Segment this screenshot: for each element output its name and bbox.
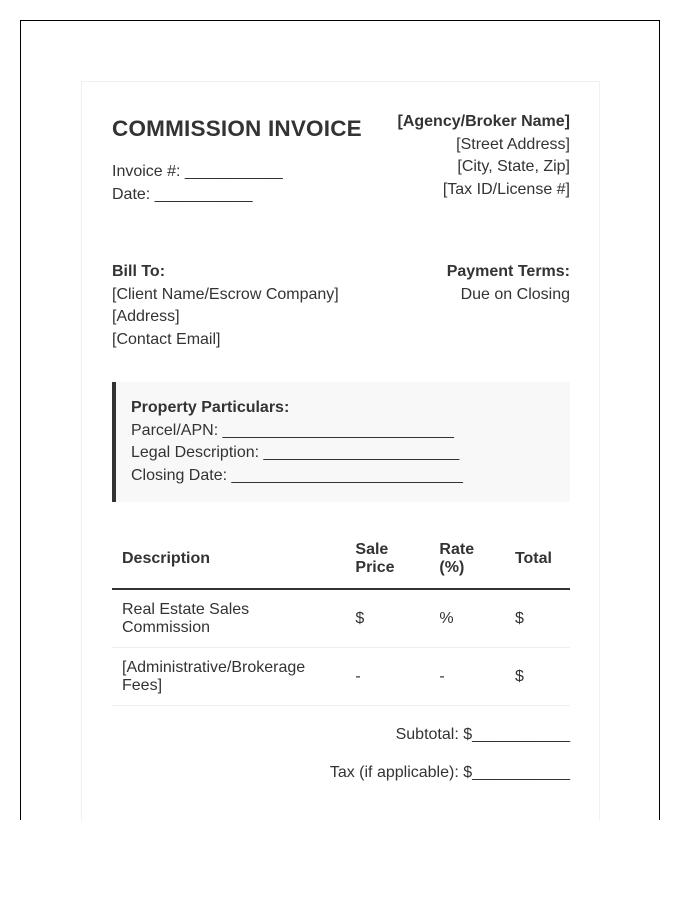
tax-line: Tax (if applicable): $___________	[329, 764, 570, 781]
agency-city: [City, State, Zip]	[457, 158, 570, 175]
header-total: Total	[505, 530, 570, 589]
header-description: Description	[112, 530, 345, 589]
agency-name: [Agency/Broker Name]	[397, 113, 570, 130]
row-total: $	[505, 589, 570, 648]
agency-street: [Street Address]	[456, 135, 570, 153]
bill-to-block	[112, 261, 339, 351]
invoice-number-line: Invoice #: ___________	[112, 163, 283, 180]
agency-block	[398, 111, 571, 201]
invoice-meta	[112, 161, 283, 206]
table-row	[112, 648, 570, 706]
header-rate: Rate (%)	[429, 530, 505, 589]
property-legal-line: Legal Description: ______________________	[131, 444, 460, 461]
subtotal-line: Subtotal: $___________	[395, 726, 570, 743]
invoice-title: COMMISSION INVOICE	[112, 116, 362, 141]
row-rate: %	[429, 589, 505, 648]
line-items-table	[112, 530, 570, 706]
bill-to-contact: [Contact Email]	[112, 330, 221, 348]
property-particulars-box	[112, 382, 570, 502]
bill-to-address: [Address]	[112, 308, 180, 325]
invoice-date-line: Date: ___________	[112, 185, 253, 203]
table-row	[112, 589, 570, 648]
payment-terms-value: Due on Closing	[460, 285, 570, 303]
row-sale-price: -	[345, 648, 429, 706]
property-parcel-line: Parcel/APN: __________________________	[131, 421, 454, 439]
payment-terms-block	[447, 261, 570, 306]
bill-to-label: Bill To:	[112, 263, 166, 280]
totals-block	[330, 724, 570, 800]
header-sale-price: Sale Price	[345, 530, 429, 589]
property-closing-line: Closing Date: __________________________	[131, 466, 463, 484]
row-total: $	[505, 648, 570, 706]
row-rate: -	[429, 648, 505, 706]
bill-to-client: [Client Name/Escrow Company]	[112, 285, 339, 303]
agency-tax-id: [Tax ID/License #]	[442, 180, 570, 198]
row-description: Real Estate Sales Commission	[112, 589, 345, 648]
payment-terms-label: Payment Terms:	[446, 263, 570, 280]
property-label: Property Particulars:	[131, 399, 290, 416]
row-sale-price: $	[345, 589, 429, 648]
row-description: [Administrative/Brokerage Fees]	[112, 648, 345, 706]
table-header-row	[112, 530, 570, 589]
